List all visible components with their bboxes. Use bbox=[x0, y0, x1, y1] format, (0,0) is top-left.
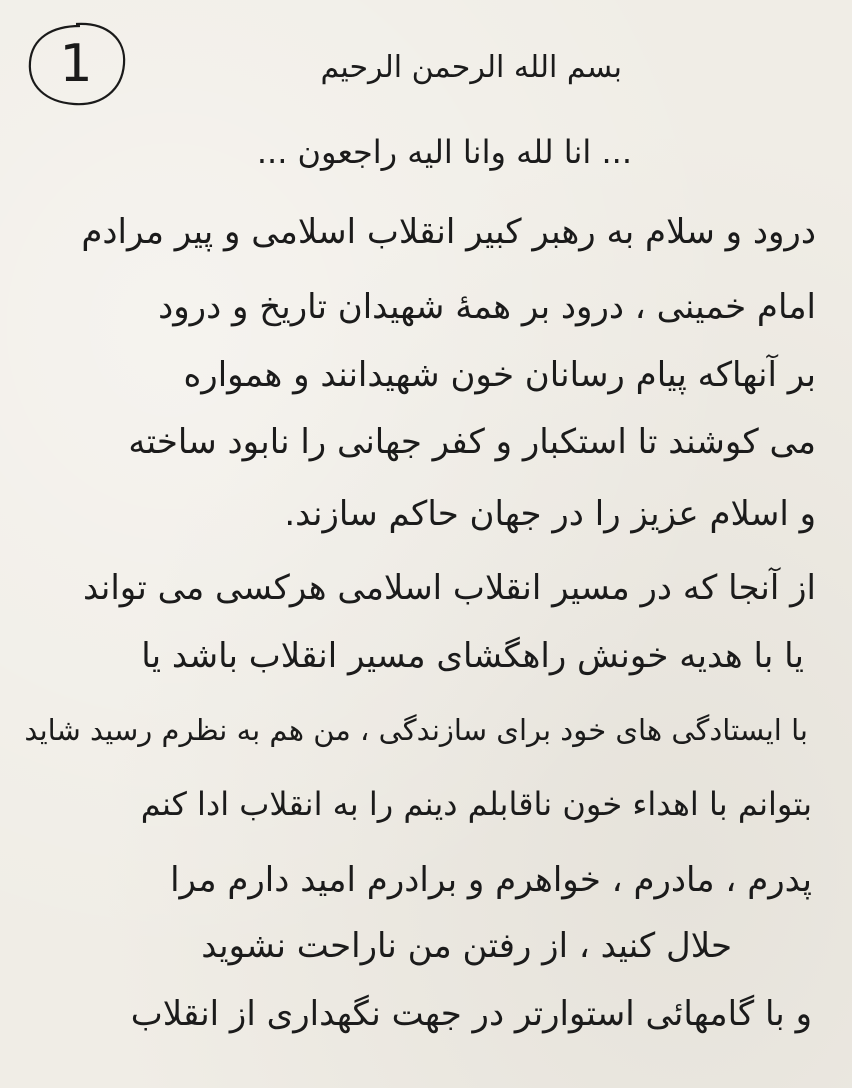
text-line-3: بر آنهاکه پیام رسانان خون شهیدانند و همواره bbox=[183, 355, 816, 395]
page-number: 1 bbox=[59, 34, 93, 94]
text-line-6: از آنجا که در مسیر انقلاب اسلامی هرکسی می تواند bbox=[83, 568, 816, 608]
text-line-11: حلال کنید ، از رفتن من ناراحت نشوید bbox=[201, 926, 732, 966]
basmala-heading: بسم الله الرحمن الرحيم bbox=[320, 50, 622, 85]
text-line-7: یا با هدیه خونش راهگشای مسیر انقلاب باشد یا bbox=[141, 636, 804, 676]
text-line-4: می کوشند تا استکبار و کفر جهانی را نابود ساخته bbox=[128, 422, 816, 462]
quran-verse: ... انا لله وانا اليه راجعون ... bbox=[256, 133, 632, 171]
text-line-12: و با گامهائی استوارتر در جهت نگهداری از انقلاب bbox=[130, 994, 812, 1034]
text-line-9: بتوانم با اهداء خون ناقابلم دینم را به انقلاب ادا کنم bbox=[140, 785, 812, 823]
text-line-8: با ایستادگی های خود برای سازندگی ، من هم به نظرم رسید شاید bbox=[24, 713, 808, 747]
text-line-1: درود و سلام به رهبر کبیر انقلاب اسلامی و پیر مرادم bbox=[81, 212, 816, 252]
text-line-2: امام خمینی ، درود بر همهٔ شهیدان تاریخ و درود bbox=[158, 287, 816, 327]
page-number-circle bbox=[22, 18, 130, 110]
text-line-10: پدرم ، مادرم ، خواهرم و برادرم امید دارم مرا bbox=[170, 860, 812, 900]
text-line-5: و اسلام عزیز را در جهان حاکم سازند. bbox=[284, 494, 816, 534]
